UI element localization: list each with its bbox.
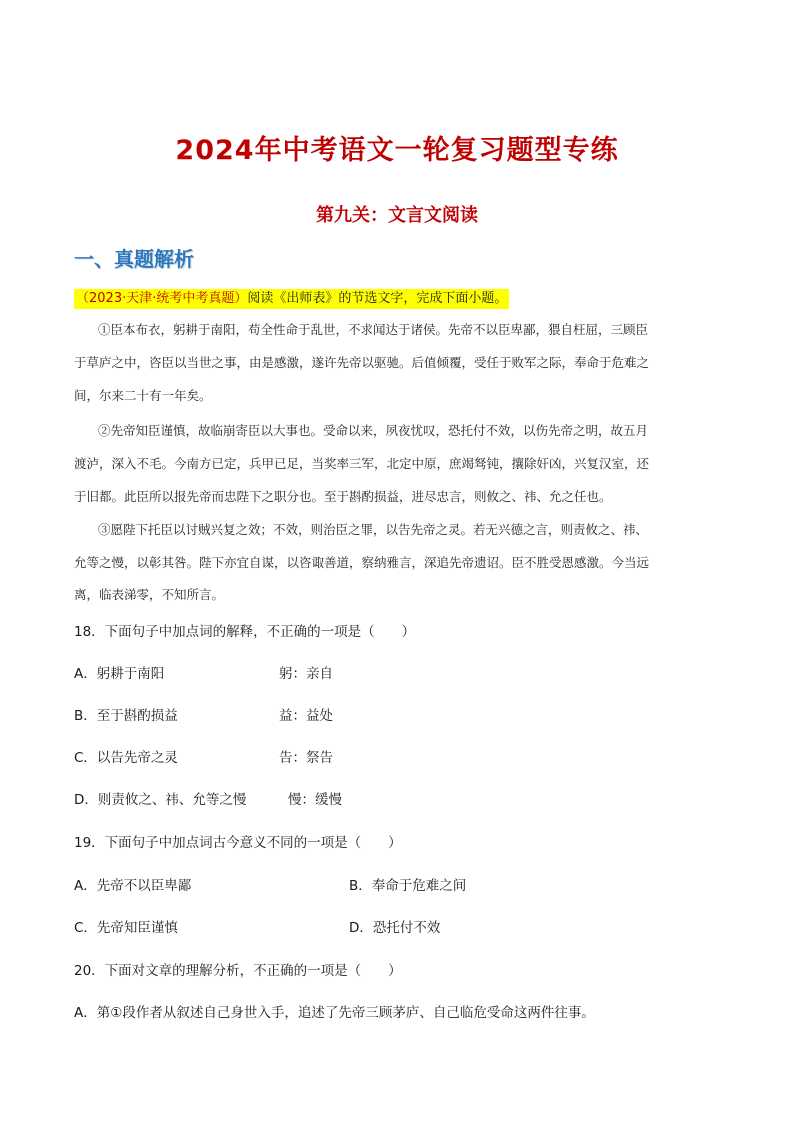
document-subtitle: 第九关：文言文阅读 (316, 205, 478, 226)
reading-instruction (74, 289, 509, 309)
passage-line: ②先帝知臣谨慎，故临崩寄臣以大事也。受命以来，夙夜忧叹，恐托付不效，以伤先帝之明，故五月 (98, 423, 649, 438)
q18-option-a-gloss: 躬：亲自 (279, 666, 333, 682)
instruction-text: 阅读《出师表》的节选文字，完成下面小题。 (247, 291, 508, 306)
q18-option-b: B．至于斟酌损益 (74, 708, 178, 724)
passage-line: 允等之慢，以彰其咎。陛下亦宜自谋，以咨诹善道，察纳雅言，深追先帝遗诏。臣不胜受恩感激。今当远 (74, 555, 650, 570)
question-source: （2023·天津·统考中考真题） (76, 291, 248, 306)
passage-line: 于草庐之中，咨臣以当世之事，由是感激，遂许先帝以驱驰。后值倾覆，受任于败军之际，奉命于危难之 (74, 355, 650, 370)
q18-option-c: C．以告先帝之灵 (74, 750, 178, 766)
q19-option-c: C．先帝知臣谨慎 (74, 920, 178, 936)
q19-option-a: A．先帝不以臣卑鄙 (74, 878, 192, 894)
q19-option-b: B．奉命于危难之间 (349, 878, 467, 894)
passage-line: 离，临表涕零，不知所言。 (74, 587, 225, 602)
q18-option-b-gloss: 益：益处 (279, 708, 333, 724)
passage-line: ①臣本布衣，躬耕于南阳，苟全性命于乱世，不求闻达于诸侯。先帝不以臣卑鄙，猥自枉屈，三顾臣 (98, 322, 649, 337)
q18-option-c-gloss: 告：祭告 (279, 750, 333, 766)
passage-line: 间，尔来二十有一年矣。 (74, 388, 212, 403)
q20-option-a: A．第①段作者从叙述自己身世入手，追述了先帝三顾茅庐、自己临危受命这两件往事。 (74, 1005, 595, 1021)
q18-option-d-gloss: 慢：缓慢 (288, 792, 342, 808)
question-20-stem: 20．下面对文章的理解分析，不正确的一项是（ ） (74, 963, 402, 979)
document-title: 2024年中考语文一轮复习题型专练 (175, 135, 619, 166)
q18-option-a: A．躬耕于南阳 (74, 666, 165, 682)
passage-line: ③愿陛下托臣以讨贼兴复之效；不效，则治臣之罪，以告先帝之灵。若无兴德之言，则责攸之、祎、 (98, 522, 649, 537)
q18-option-d: D．则责攸之、祎、允等之慢 (74, 792, 247, 808)
passage-line: 渡泸，深入不毛。今南方已定，兵甲已足，当奖率三军，北定中原，庶竭驽钝，攘除奸凶，兴复汉室，还 (74, 456, 650, 471)
passage-line: 于旧都。此臣所以报先帝而忠陛下之职分也。至于斟酌损益，进尽忠言，则攸之、祎、允之任也。 (74, 489, 612, 504)
question-18-stem: 18．下面句子中加点词的解释，不正确的一项是（ ） (74, 624, 416, 640)
section-heading: 一、真题解析 (74, 247, 194, 271)
q19-option-d: D．恐托付不效 (349, 920, 441, 936)
question-19-stem: 19．下面句子中加点词古今意义不同的一项是（ ） (74, 835, 402, 851)
